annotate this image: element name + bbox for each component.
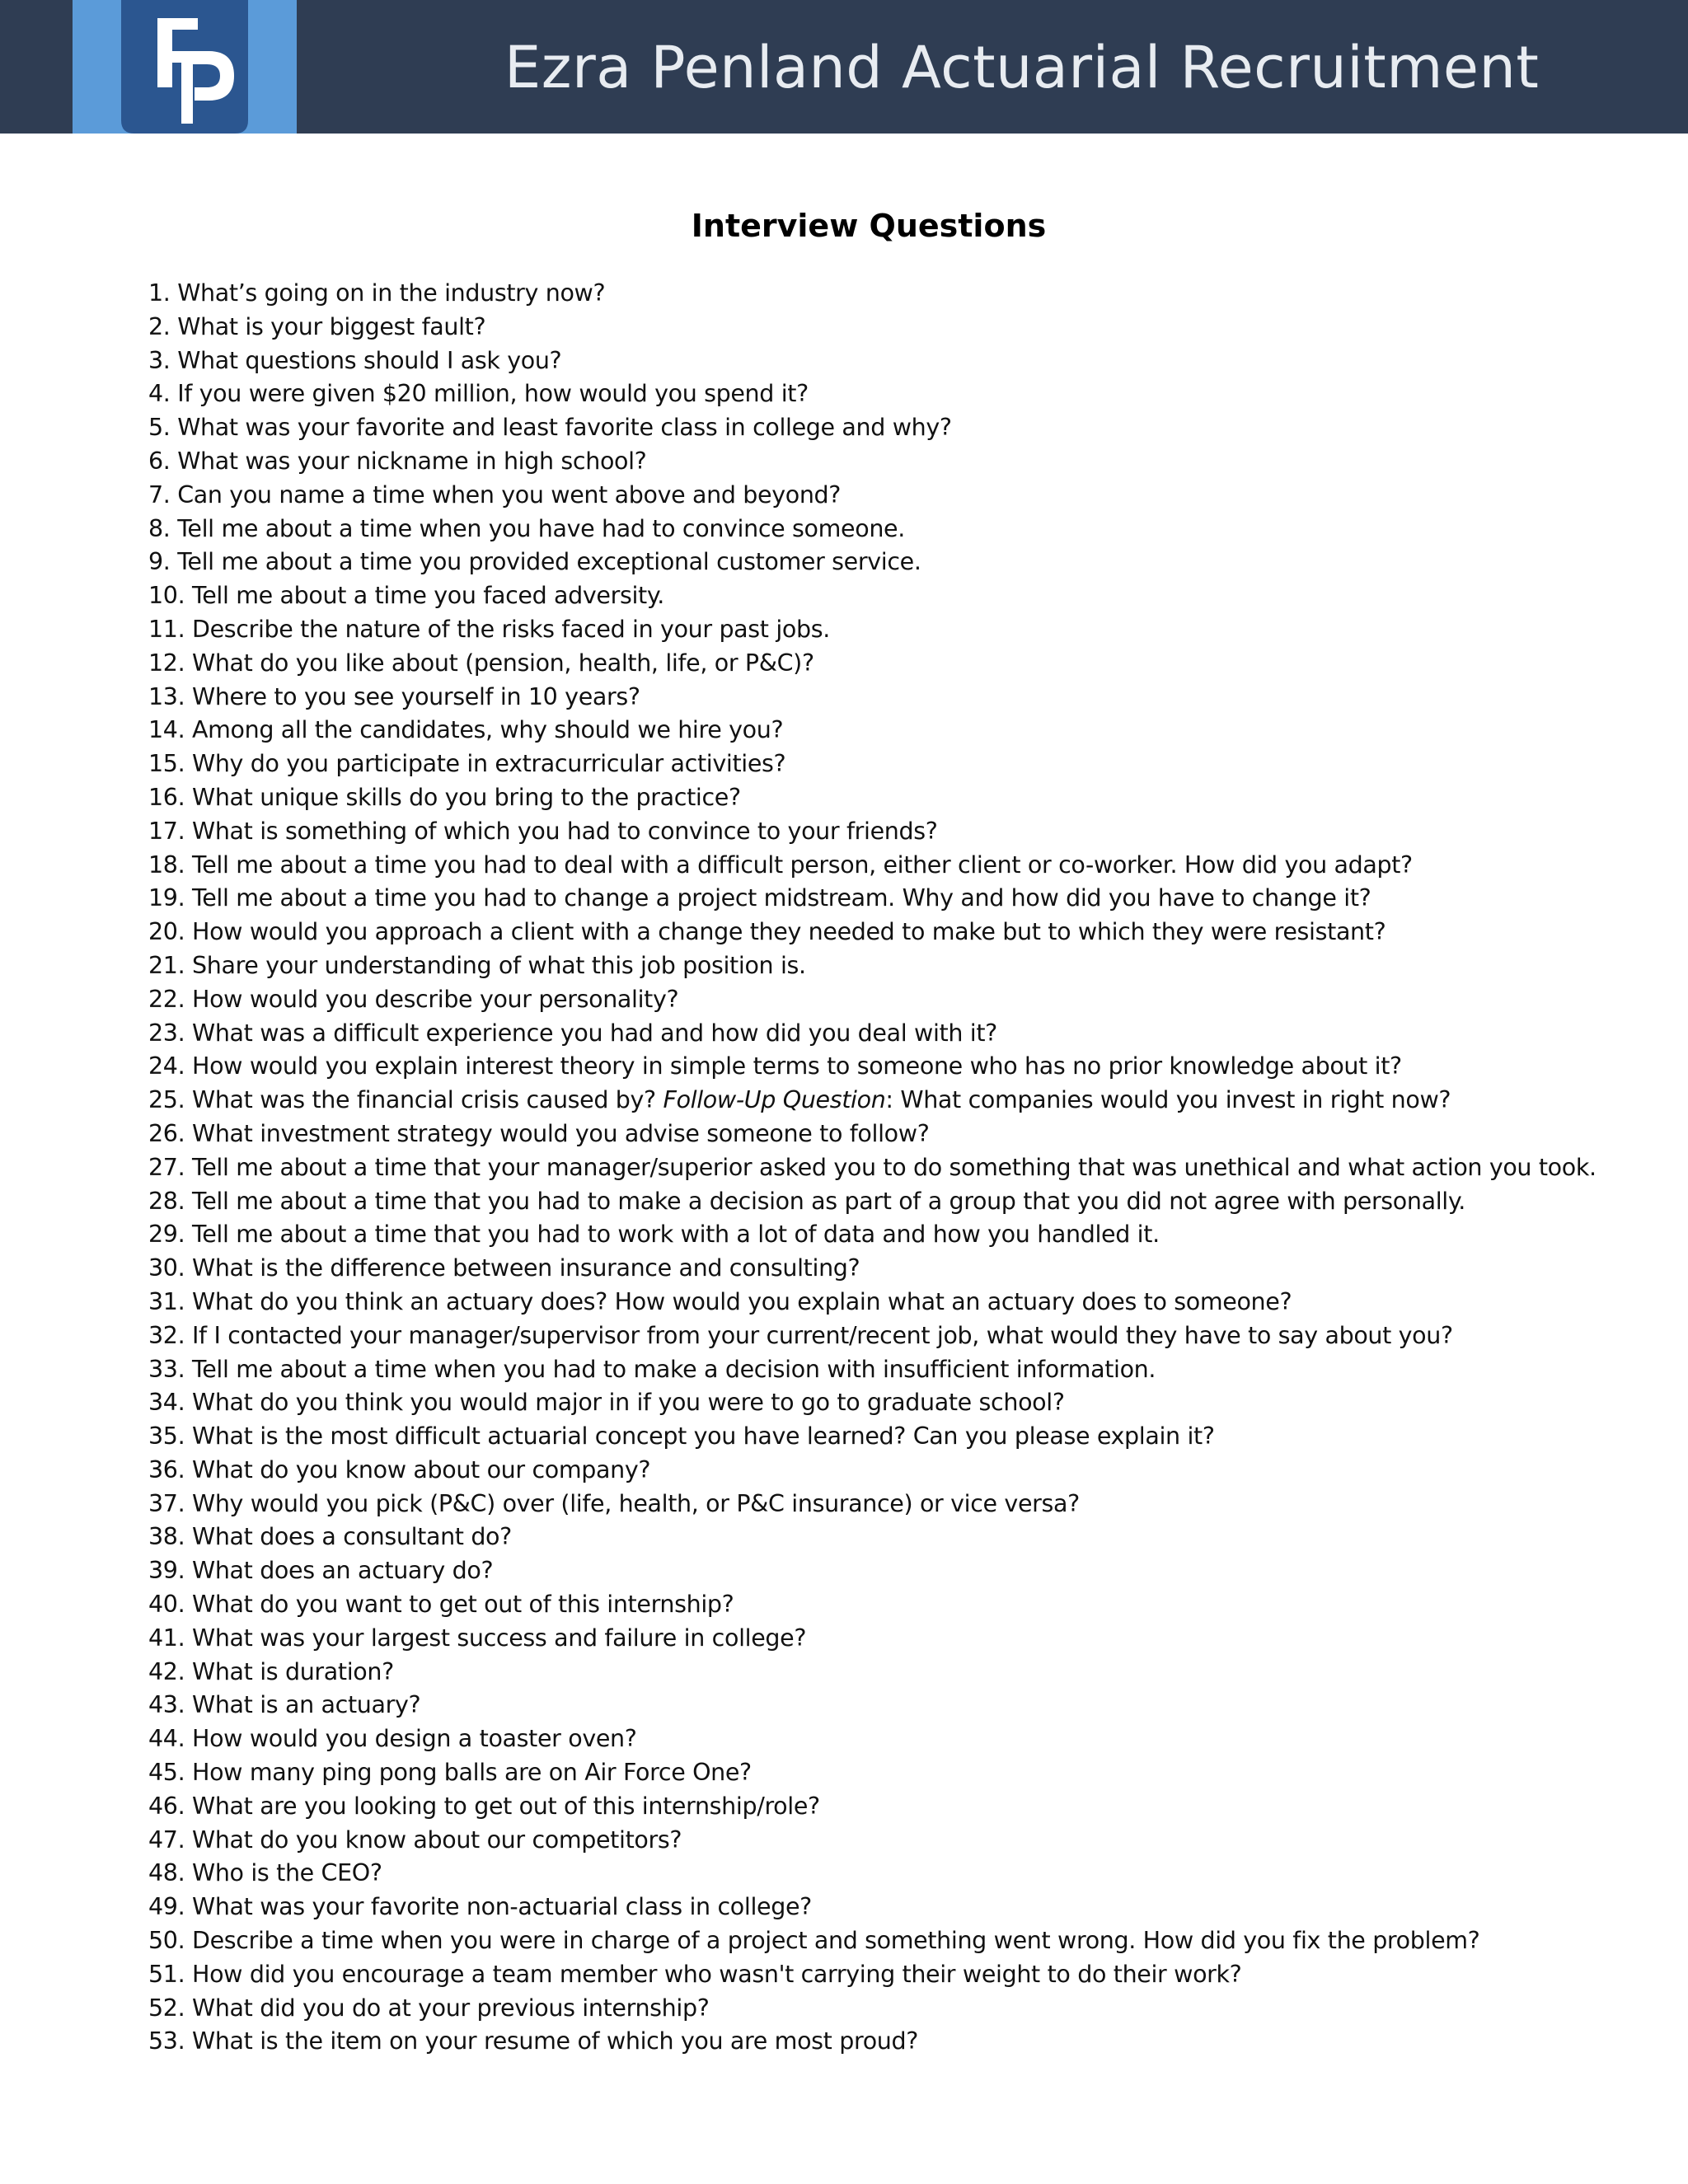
question-text: How would you describe your personality? [192,985,679,1013]
question-item [148,1790,1597,1824]
question-item [148,748,1597,781]
question-number: 19 . [148,884,192,912]
question-number: 52 . [148,1994,192,2022]
question-text: How many ping pong balls are on Air Force One? [192,1759,752,1787]
question-text: What do you think you would major in if you were to go to graduate school? [192,1389,1065,1417]
question-text: Tell me about a time when you have had to convince someone. [177,514,905,542]
question-text: What unique skills do you bring to the practice? [192,783,741,811]
question-number: 39 . [148,1557,192,1584]
question-item [148,513,1597,546]
question-text: Tell me about a time when you had to make a decision with insufficient information. [192,1355,1156,1383]
question-text: How did you encourage a team member who wasn't carrying their weight to do their work? [192,1960,1242,1988]
question-item [148,681,1597,715]
ep-monogram-logo [73,0,297,134]
question-number: 10 . [148,582,192,609]
question-text-continued: : What companies would you invest in right now? [885,1086,1451,1114]
question-text: Who is the CEO? [192,1859,382,1887]
question-number: 7 . [148,481,177,509]
question-text: What do you know about our competitors? [192,1825,682,1854]
question-number: 28 . [148,1188,192,1215]
question-item [148,882,1597,916]
question-text: What does an actuary do? [192,1557,494,1585]
question-item [148,1857,1597,1891]
question-item [148,1554,1597,1588]
question-text: What does a consultant do? [192,1523,512,1551]
question-text: Where to you see yourself in 10 years? [192,682,640,710]
question-item [148,1891,1597,1924]
question-item [148,579,1597,613]
question-text: Can you name a time when you went above and beyond? [177,480,842,509]
question-number: 47 . [148,1826,192,1854]
question-item [148,411,1597,445]
question-text: What was a difficult experience you had and how did you deal with it? [192,1019,997,1047]
question-item [148,1319,1597,1353]
question-item [148,1756,1597,1790]
question-item [148,613,1597,647]
question-text: What is something of which you had to convince to your friends? [192,817,938,845]
question-number: 53 . [148,2027,192,2055]
question-number: 18 . [148,851,192,879]
question-number: 46 . [148,1793,192,1820]
question-text: Tell me about a time you provided exceptional customer service. [177,548,921,576]
question-item [148,1488,1597,1521]
question-text: What do you like about (pension, health, life, or P&C)? [192,649,814,677]
question-number: 32 . [148,1322,192,1349]
question-number: 2 . [148,313,177,340]
question-item [148,1588,1597,1622]
question-number: 3 . [148,347,177,374]
question-item [148,1722,1597,1756]
question-item [148,714,1597,748]
question-number: 11 . [148,616,192,643]
question-number: 23 . [148,1019,192,1047]
question-number: 9 . [148,548,177,575]
question-emphasis: Follow-Up Question [663,1086,886,1114]
question-text: What do you want to get out of this internship? [192,1591,734,1619]
question-text: What investment strategy would you advise someone to follow? [192,1119,930,1147]
question-text: What was your favorite non-actuarial class in college? [192,1893,812,1921]
question-text: What is duration? [192,1657,394,1685]
question-item [148,815,1597,849]
question-text: What is an actuary? [192,1691,421,1719]
question-text: Describe the nature of the risks faced in your past jobs. [192,615,830,643]
question-text: Tell me about a time that you had to work with a lot of data and how you handled it. [192,1221,1160,1249]
question-item [148,479,1597,513]
question-number: 26 . [148,1120,192,1147]
question-item [148,647,1597,681]
question-item [148,849,1597,883]
question-number: 51 . [148,1961,192,1988]
question-number: 45 . [148,1759,192,1786]
question-text: If I contacted your manager/supervisor from your current/recent job, what would they have to say about you? [192,1321,1453,1349]
question-item [148,1924,1597,1958]
question-text: What questions should I ask you? [177,346,562,374]
question-number: 40 . [148,1591,192,1618]
question-item [148,1050,1597,1084]
question-item [148,1084,1597,1118]
question-number: 34 . [148,1389,192,1416]
question-number: 29 . [148,1221,192,1248]
question-number: 31 . [148,1288,192,1315]
question-text: What’s going on in the industry now? [177,279,606,307]
question-text: Why would you pick (P&C) over (life, health, or P&C insurance) or vice versa? [192,1489,1080,1517]
question-item [148,311,1597,344]
question-item [148,1824,1597,1858]
question-item [148,1118,1597,1151]
page-header [0,0,1688,134]
question-number: 49 . [148,1893,192,1920]
question-text: Tell me about a time you faced adversity. [192,582,665,610]
question-text: What is the item on your resume of which you are most proud? [192,2027,919,2055]
question-item [148,983,1597,1017]
question-item [148,344,1597,378]
question-text: How would you design a toaster oven? [192,1725,637,1753]
question-item [148,1420,1597,1454]
question-text: What are you looking to get out of this internship/role? [192,1792,820,1820]
question-number: 30 . [148,1254,192,1282]
question-text: Share your understanding of what this job position is. [192,951,806,979]
question-item [148,277,1597,311]
question-item [148,1218,1597,1252]
question-number: 37 . [148,1490,192,1517]
question-item [148,916,1597,949]
question-item [148,1017,1597,1051]
question-text: Describe a time when you were in charge of a project and something went wrong. How did you fix the problem? [192,1927,1480,1955]
question-text: Among all the candidates, why should we hire you? [192,716,784,744]
question-item [148,781,1597,815]
question-number: 12 . [148,649,192,677]
brand-title: Ezra Penland Actuarial Recruitment [504,34,1540,101]
question-text: What did you do at your previous internship? [192,1994,710,2022]
question-number: 27 . [148,1154,192,1181]
question-text: What do you think an actuary does? How would you explain what an actuary does to someone? [192,1287,1292,1315]
question-number: 6 . [148,448,177,475]
question-item [148,1386,1597,1420]
question-text: Tell me about a time that your manager/superior asked you to do something that was unethical and what action you took. [192,1153,1597,1181]
question-list [148,277,1597,2059]
question-number: 21 . [148,952,192,979]
question-item [148,1622,1597,1656]
question-text: How would you approach a client with a change they needed to make but to which they were resistant? [192,918,1386,946]
question-number: 1 . [148,279,177,307]
document-title: Interview Questions [691,208,1047,244]
question-number: 48 . [148,1859,192,1886]
question-item [148,546,1597,579]
question-number: 44 . [148,1725,192,1752]
question-item [148,1185,1597,1219]
question-text: How would you explain interest theory in simple terms to someone who has no prior knowledge about it? [192,1052,1402,1080]
question-number: 20 . [148,918,192,945]
question-number: 24 . [148,1052,192,1080]
question-number: 36 . [148,1456,192,1483]
question-item [148,1353,1597,1387]
question-item [148,1992,1597,2026]
question-item [148,445,1597,479]
ep-logo-icon [73,0,297,134]
question-item [148,1286,1597,1319]
question-text: Why do you participate in extracurricular activities? [192,750,786,778]
question-text: What was the financial crisis caused by? [192,1086,663,1114]
question-item [148,1656,1597,1690]
question-number: 33 . [148,1356,192,1383]
question-item [148,1958,1597,1992]
question-number: 38 . [148,1523,192,1550]
question-text: What was your favorite and least favorite class in college and why? [177,414,952,442]
question-text: What is your biggest fault? [177,312,486,340]
question-item [148,2025,1597,2059]
question-item [148,1689,1597,1722]
question-text: What do you know about our company? [192,1455,651,1483]
question-text: What is the difference between insurance and consulting? [192,1254,860,1282]
question-number: 41 . [148,1624,192,1652]
question-text: Tell me about a time you had to change a project midstream. Why and how did you have to change it? [192,884,1372,912]
question-number: 22 . [148,986,192,1013]
question-text: If you were given $20 million, how would you spend it? [177,380,809,408]
question-item [148,949,1597,983]
question-text: Tell me about a time you had to deal with a difficult person, either client or co-worker. How did you adapt? [192,851,1413,879]
question-number: 50 . [148,1927,192,1954]
question-number: 16 . [148,784,192,811]
question-number: 17 . [148,818,192,845]
question-item [148,1252,1597,1286]
question-number: 4 . [148,380,177,407]
question-number: 8 . [148,515,177,542]
question-number: 42 . [148,1658,192,1685]
question-number: 35 . [148,1422,192,1450]
question-number: 25 . [148,1086,192,1113]
question-item [148,377,1597,411]
question-item [148,1521,1597,1554]
question-text: What was your largest success and failure in college? [192,1624,807,1652]
question-number: 13 . [148,683,192,710]
question-text: Tell me about a time that you had to make a decision as part of a group that you did not agree with personally. [192,1187,1466,1215]
question-text: What was your nickname in high school? [177,447,647,475]
question-text: What is the most difficult actuarial concept you have learned? Can you please explain it? [192,1422,1215,1451]
question-number: 43 . [148,1691,192,1718]
question-number: 5 . [148,414,177,441]
question-item [148,1454,1597,1488]
question-number: 15 . [148,750,192,777]
question-item [148,1151,1597,1185]
question-number: 14 . [148,716,192,743]
